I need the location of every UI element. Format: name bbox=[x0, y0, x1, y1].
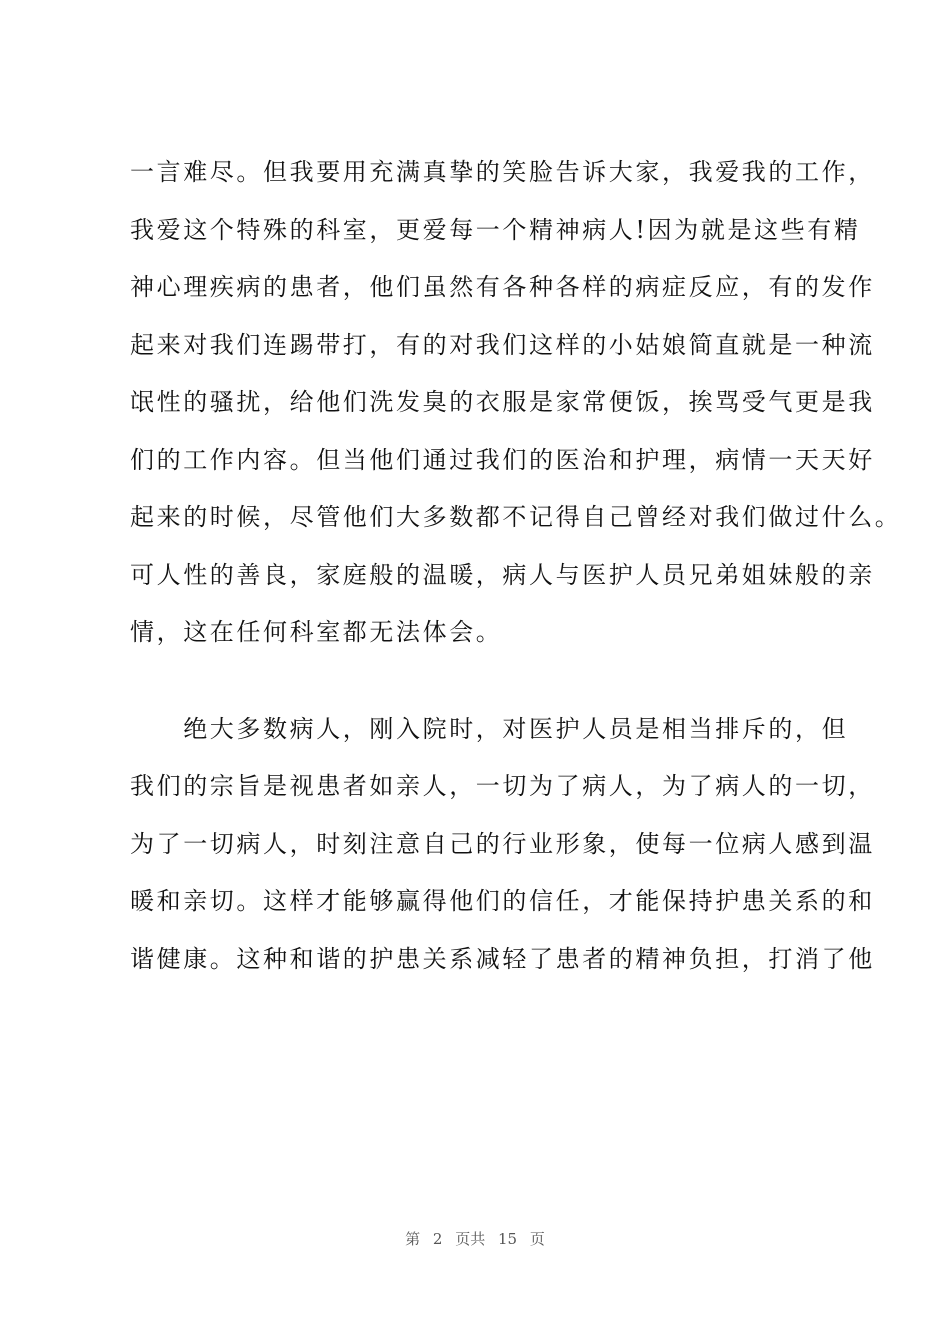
text-line: 起来的时候，尽管他们大多数都不记得自己曾经对我们做过什么。 bbox=[130, 503, 902, 531]
text-line: 氓性的骚扰，给他们洗发臭的衣服是家常便饭，挨骂受气更是我 bbox=[130, 388, 875, 416]
text-line: 谐健康。这种和谐的护患关系减轻了患者的精神负担，打消了他 bbox=[130, 944, 875, 973]
text-line: 们的工作内容。但当他们通过我们的医治和护理，病情一天天好 bbox=[130, 445, 875, 474]
text-line: 我爱这个特殊的科室，更爱每一个精神病人!因为就是这些有精 bbox=[130, 215, 861, 244]
text-line: 暖和亲切。这样才能够赢得他们的信任，才能保持护患关系的和 bbox=[130, 887, 875, 915]
text-line: 起来对我们连踢带打，有的对我们这样的小姑娘简直就是一种流 bbox=[130, 330, 875, 359]
text-line: 情，这在任何科室都无法体会。 bbox=[130, 618, 503, 646]
page-number-footer: 第 2 页共 15 页 bbox=[405, 1230, 545, 1248]
text-line: 可人性的善良，家庭般的温暖，病人与医护人员兄弟姐妹般的亲 bbox=[130, 560, 875, 589]
text-line: 为了一切病人，时刻注意自己的行业形象，使每一位病人感到温 bbox=[130, 829, 875, 858]
text-line: 我们的宗旨是视患者如亲人，一切为了病人，为了病人的一切， bbox=[130, 772, 875, 800]
text-line: 一言难尽。但我要用充满真挚的笑脸告诉大家，我爱我的工作， bbox=[130, 158, 875, 186]
text-line: 绝大多数病人，刚入院时，对医护人员是相当排斥的，但 bbox=[130, 714, 849, 743]
paragraph-gap bbox=[130, 670, 850, 709]
text-line: 神心理疾病的患者，他们虽然有各种各样的病症反应，有的发作 bbox=[130, 273, 875, 301]
body-text bbox=[130, 152, 902, 996]
